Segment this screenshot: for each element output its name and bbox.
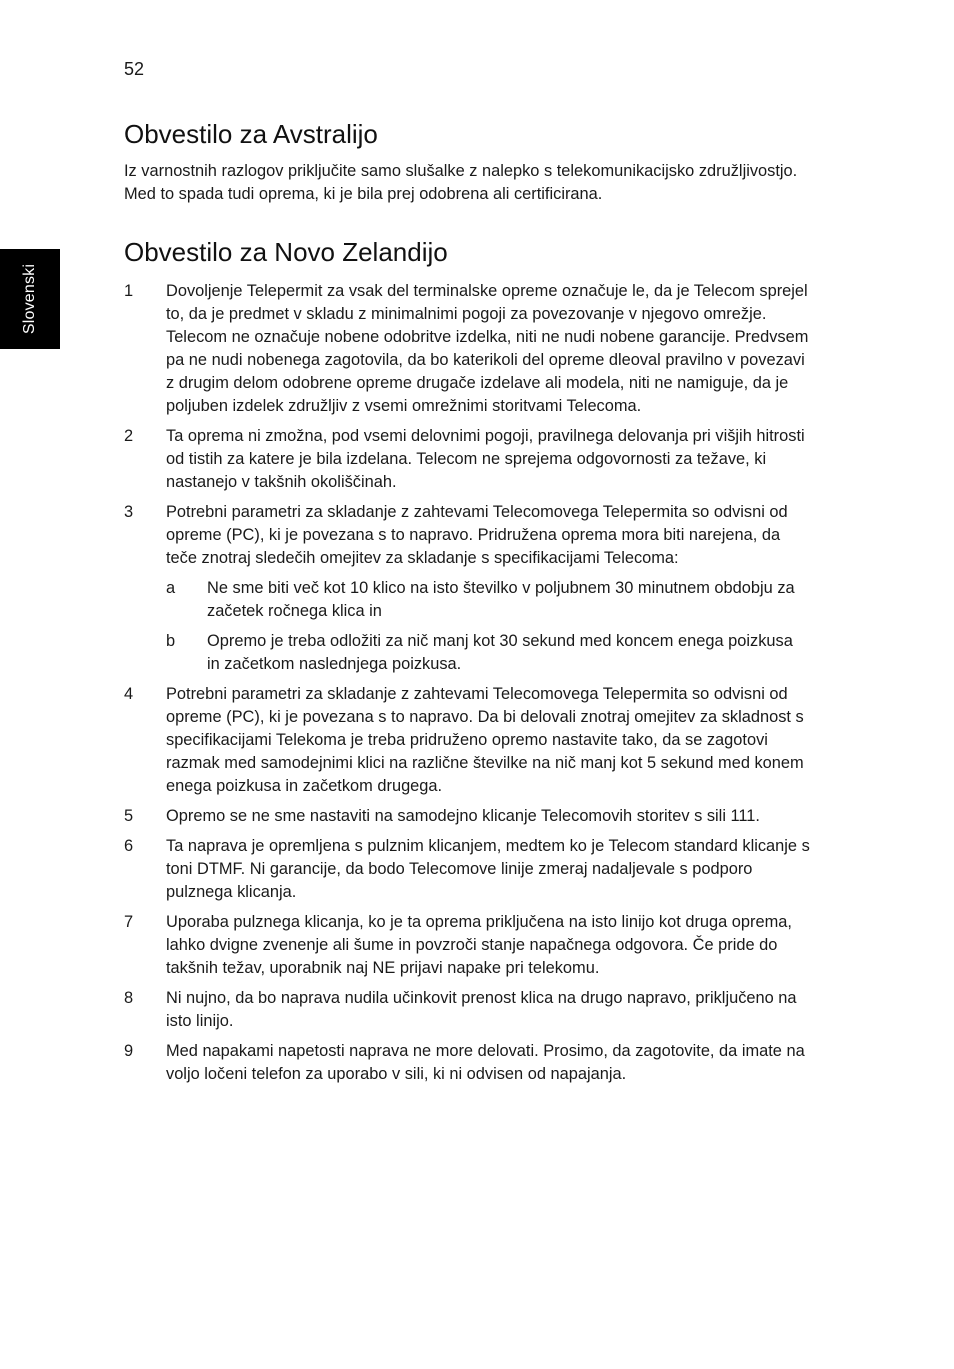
list-item [124,683,824,798]
sub-list-item [166,630,811,676]
list-item-number: 7 [124,913,134,931]
list-item-text: Potrebni parametri za skladanje z zahtevami Telecomovega Telepermita so odvisni od opreme (PC), ki je povezana s to napravo. Da bi delovali znotraj omejitev za skladnost s specifikacijami Telekoma je treba pridruženo opremo nastavite tako, da se zagotovi razmak med samodejnimi klici na različne številke na nič manj kot 5 sekund med konem enega poizkusa in začetkom drugega. [166,685,804,795]
list-item-number: 9 [124,1042,134,1060]
list-item-number: 3 [124,503,134,521]
sub-list-text: Ne sme biti več kot 10 klico na isto številko v poljubnem 30 minutnem obdobju za začetek ročnega klica in [207,579,795,620]
list-item [124,835,824,904]
list-item-text: Dovoljenje Telepermit za vsak del terminalske opreme označuje le, da je Telecom sprejel to, da je predmet v skladu z minimalnimi pogoji za povezovanje v njegovo omrežje. Telecom ne označuje nobene odobritve izdelka, niti ne nudi nobene garancije. Predvsem pa ne nudi nobenega zagotovila, da bo katerikoli del opreme dleoval pravilno v povezavi z drugim delom odobrene opreme drugače izdelave ali modela, niti ne namiguje, da je poljuben izdelek združljiv z vsemi omrežnimi storitvami Telecoma. [166,282,809,415]
australia-paragraph: Iz varnostnih razlogov priključite samo slušalke z nalepko s telekomunikacijsko združljivostjo. Med to spada tudi oprema, ki je bila prej odobrena ali certificirana. [124,162,798,203]
list-item-body [166,501,811,676]
sub-list-letter: b [166,632,176,650]
list-item-number: 2 [124,427,134,445]
page-number: 52 [124,59,145,79]
list-item-number: 5 [124,807,134,825]
list-item-text: Ta naprava je opremljena s pulznim klicanjem, medtem ko je Telecom standard klicanje s toni DTMF. Ni garancije, da bodo Telecomove linije zmeraj nadaljevale s podporo pulznega klicanja. [166,837,810,901]
list-item-text: Ta oprema ni zmožna, pod vsemi delovnimi pogoji, pravilnega delovanja pri višjih hitrosti od tistih za katere je bila izdelana. Telecom ne sprejema odgovornosti za težave, ki nastanejo v takšnih okoliščinah. [166,427,805,491]
list-item [124,280,824,418]
list-item-number: 1 [124,282,134,300]
sub-list [166,577,811,676]
list-item [124,1040,824,1086]
list-item [124,425,824,494]
list-item [124,501,824,676]
list-item-number: 8 [124,989,134,1007]
new-zealand-list [124,280,824,1093]
sub-list-text: Opremo je treba odložiti za nič manj kot 30 sekund med koncem enega poizkusa in začetkom naslednjega poizkusa. [207,632,793,673]
sub-list-letter: a [166,579,176,597]
list-item-text: Ni nujno, da bo naprava nudila učinkovit prenost klica na drugo napravo, priključeno na isto linijo. [166,989,797,1030]
section-title-new-zealand: Obvestilo za Novo Zelandijo [124,237,448,267]
list-item-number: 4 [124,685,134,703]
list-item-number: 6 [124,837,134,855]
language-tab-label: Slovenski [21,263,38,335]
list-item [124,987,824,1033]
list-item-text: Potrebni parametri za skladanje z zahtevami Telecomovega Telepermita so odvisni od opreme (PC), ki je povezana s to napravo. Pridružena oprema mora biti narejena, da teče znotraj sledečih omejitev za skladanje s specifikacijami Telecoma: [166,503,788,567]
list-item-text: Med napakami napetosti naprava ne more delovati. Prosimo, da zagotovite, da imate na voljo ločeni telefon za uporabo v sili, ki ni odvisen od napajanja. [166,1042,805,1083]
list-item [124,911,824,980]
list-item-text: Opremo se ne sme nastaviti na samodejno klicanje Telecomovih storitev s sili 111. [166,807,760,825]
sub-list-item [166,577,811,623]
section-title-australia: Obvestilo za Avstralijo [124,119,378,149]
list-item-text: Uporaba pulznega klicanja, ko je ta oprema priključena na isto linijo kot druga oprema, lahko dvigne zvenenje ali šume in povzroči stanje napačnega odgovora. Če pride do takšnih težav, uporabnik naj NE prijavi napake pri telekomu. [166,913,792,977]
language-tab [0,249,60,349]
list-item [124,805,824,828]
